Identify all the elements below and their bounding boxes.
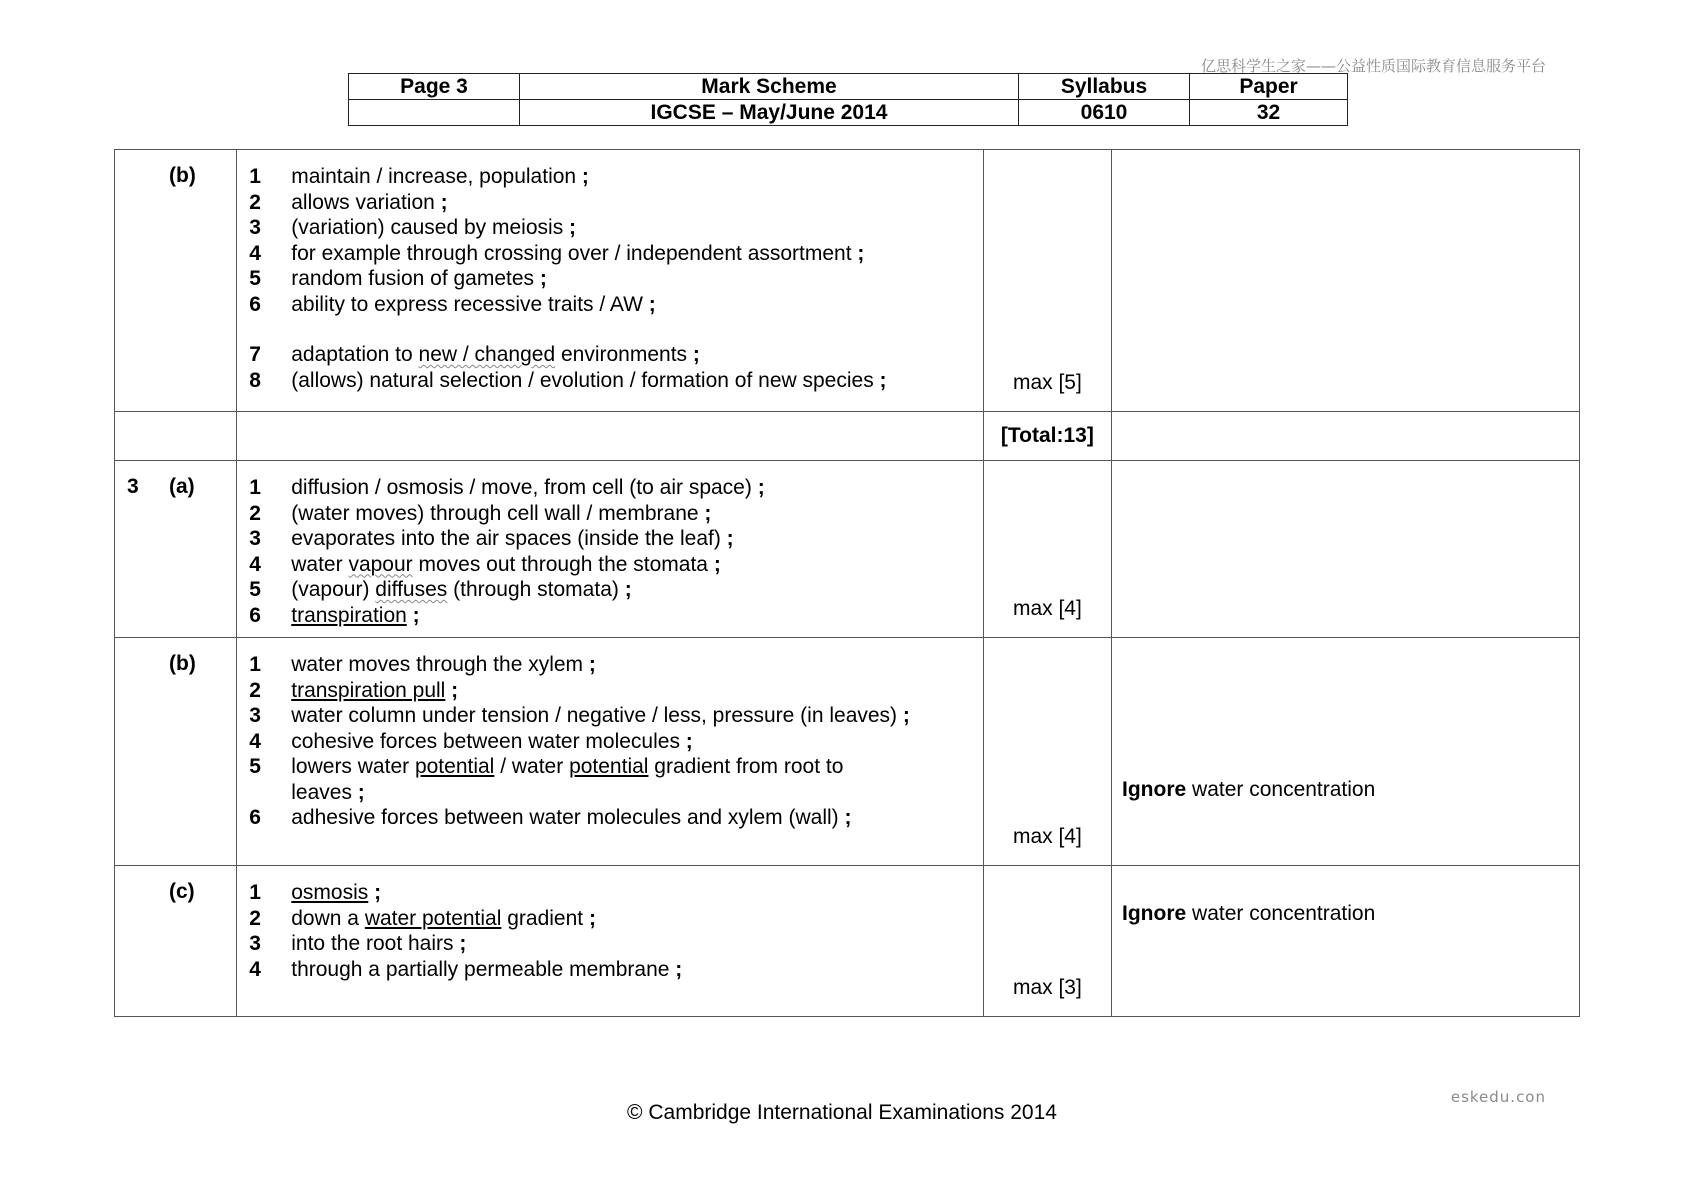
list-item: 1 diffusion / osmosis / move, from cell (to air space) ; <box>249 476 765 499</box>
question-cell <box>115 150 237 412</box>
marks-cell: max [5] <box>983 150 1111 412</box>
list-item: 2 down a water potential gradient ; <box>249 906 596 930</box>
list-item: 1 water moves through the xylem ; <box>249 653 596 676</box>
list-item: 5 random fusion of gametes ; <box>249 267 547 290</box>
list-item: 2 (water moves) through cell wall / membrane ; <box>249 501 712 525</box>
guidance-cell <box>1112 461 1580 638</box>
list-item: 6 transpiration ; <box>249 603 420 627</box>
header-paper: 32 <box>1190 100 1348 126</box>
answer-points <box>237 461 984 638</box>
list-item: 6 adhesive forces between water molecules and xylem (wall) ; <box>249 806 852 829</box>
list-item: 2 transpiration pull ; <box>249 678 459 702</box>
header-syllabus-label: Syllabus <box>1019 74 1190 100</box>
guidance-cell <box>1112 150 1580 412</box>
list-item: 4 for example through crossing over / independent assortment ; <box>249 241 865 265</box>
guidance-cell: Ignore water concentration <box>1112 866 1580 1017</box>
guidance-cell: Ignore water concentration <box>1112 638 1580 866</box>
list-item: 4 water vapour moves out through the stomata ; <box>249 552 721 576</box>
table-row <box>115 638 1580 866</box>
header-paper-label: Paper <box>1190 74 1348 100</box>
table-row <box>115 150 1580 412</box>
header-page: Page 3 <box>349 74 520 100</box>
list-item: 5 (vapour) diffuses (through stomata) ; <box>249 578 632 601</box>
header-empty <box>349 100 520 126</box>
table-row <box>115 461 1580 638</box>
list-item: 3 into the root hairs ; <box>249 932 467 955</box>
question-part: (b) <box>169 164 196 187</box>
list-item: 8 (allows) natural selection / evolution / formation of new species ; <box>249 368 887 392</box>
copyright-footer: © Cambridge International Examinations 2014 <box>627 1101 1057 1124</box>
list-item: 3 water column under tension / negative / less, pressure (in leaves) ; <box>249 704 910 727</box>
list-item: 4 cohesive forces between water molecules ; <box>249 729 693 753</box>
watermark-top: 亿思科学生之家——公益性质国际教育信息服务平台 <box>1200 57 1546 75</box>
answer-points <box>237 150 984 412</box>
question-cell <box>115 638 237 866</box>
question-part: (b) <box>169 652 196 675</box>
question-cell <box>115 866 237 1017</box>
question-cell <box>115 461 237 638</box>
answer-points <box>237 638 984 866</box>
header-mark-scheme: Mark Scheme <box>520 74 1019 100</box>
table-row <box>115 866 1580 1017</box>
list-item: 1 osmosis ; <box>249 881 382 904</box>
list-item: 3 evaporates into the air spaces (inside the leaf) ; <box>249 527 734 550</box>
list-item: 4 through a partially permeable membrane ; <box>249 957 683 981</box>
question-number: 3 <box>127 475 139 498</box>
header-exam: IGCSE – May/June 2014 <box>520 100 1019 126</box>
answer-points <box>237 866 984 1017</box>
table-row <box>115 412 1580 461</box>
marks-cell: max [4] <box>983 638 1111 866</box>
list-item: 3 (variation) caused by meiosis ; <box>249 216 577 239</box>
watermark-bottom: eskedu.con <box>1450 1088 1546 1106</box>
question-part: (a) <box>169 475 195 498</box>
question-part: (c) <box>169 880 195 903</box>
list-item: 7 adaptation to new / changed environments ; <box>249 343 700 366</box>
marks-cell: max [3] <box>983 866 1111 1017</box>
mark-scheme-table <box>114 149 1580 1017</box>
header-table <box>348 73 1348 126</box>
marks-cell: max [4] <box>983 461 1111 638</box>
header-syllabus: 0610 <box>1019 100 1190 126</box>
total-marks: [Total:13] <box>983 412 1111 461</box>
list-item: 5 lowers water potential / water potential gradient from root to leaves ; <box>249 755 844 804</box>
list-item: 1 maintain / increase, population ; <box>249 165 589 188</box>
list-item: 6 ability to express recessive traits / AW ; <box>249 292 656 316</box>
list-item: 2 allows variation ; <box>249 190 448 214</box>
